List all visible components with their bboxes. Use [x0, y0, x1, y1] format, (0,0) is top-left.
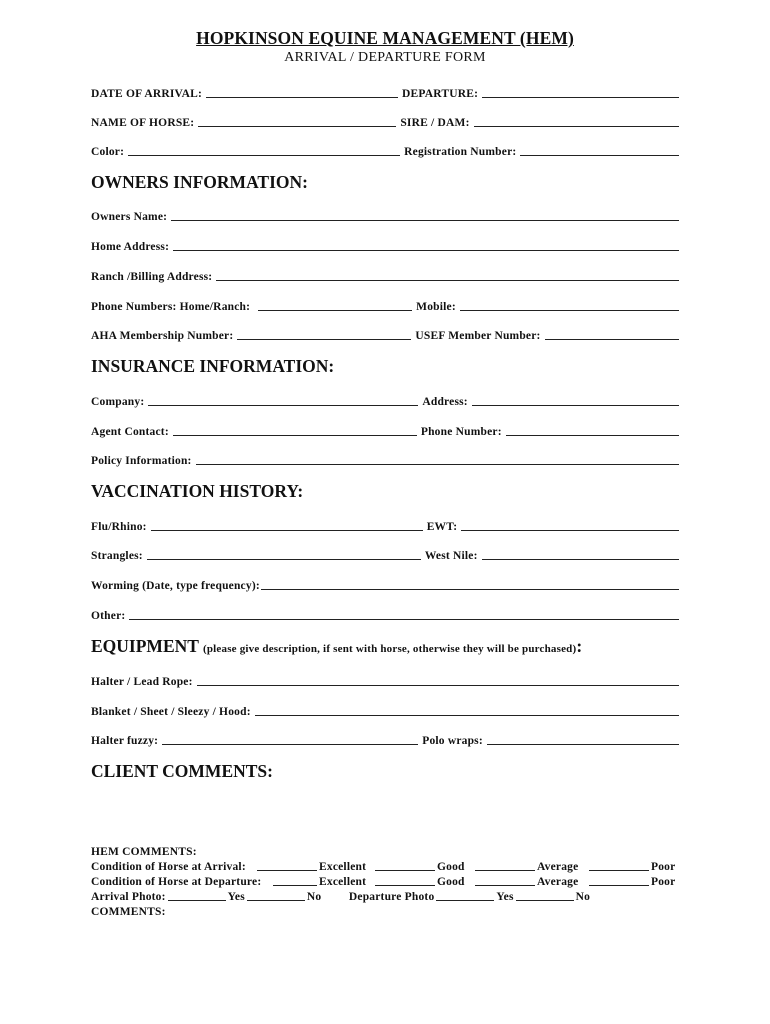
blanket-field[interactable] — [255, 715, 679, 716]
arrival-photo-yes-label: Yes — [227, 891, 245, 903]
arrival-departure-row — [91, 84, 679, 100]
other-field[interactable] — [129, 619, 679, 620]
halter-fuzzy-label: Halter fuzzy: — [91, 735, 159, 747]
polo-wraps-field[interactable] — [487, 744, 679, 745]
departure-label: DEPARTURE: — [401, 88, 479, 100]
registration-number-field[interactable] — [520, 155, 679, 156]
flu-rhino-row — [91, 517, 679, 533]
equipment-colon: : — [576, 636, 583, 656]
insurance-phone-number-field[interactable] — [506, 435, 679, 436]
sire-dam-field[interactable] — [474, 126, 679, 127]
home-address-field[interactable] — [173, 250, 679, 251]
mobile-label: Mobile: — [416, 301, 456, 313]
agent-contact-field[interactable] — [173, 435, 417, 436]
equipment-heading — [91, 636, 582, 657]
other-label: Other: — [91, 610, 126, 622]
aha-membership-field[interactable] — [237, 339, 411, 340]
worming-label: Worming (Date, type frequency): — [91, 580, 260, 592]
departure-poor-field[interactable] — [589, 885, 649, 886]
ewt-field[interactable] — [461, 530, 679, 531]
arrival-excellent-field[interactable] — [257, 870, 317, 871]
arrival-photo-label: Arrival Photo: — [91, 891, 166, 903]
departure-average-label: Average — [537, 876, 579, 888]
owners-information-heading: OWNERS INFORMATION: — [91, 172, 308, 192]
equipment-heading-text: EQUIPMENT — [91, 636, 199, 656]
polo-wraps-label: Polo wraps: — [422, 735, 483, 747]
agent-contact-label: Agent Contact: — [91, 426, 169, 438]
policy-information-field[interactable] — [196, 464, 679, 465]
membership-row — [91, 326, 679, 342]
condition-arrival-row — [91, 858, 681, 873]
photo-row — [91, 888, 681, 903]
worming-row — [91, 576, 679, 592]
agent-contact-row — [91, 422, 679, 438]
arrival-photo-no-field[interactable] — [247, 900, 305, 901]
phone-numbers-row — [91, 297, 679, 313]
vaccination-history-heading: VACCINATION HISTORY: — [91, 481, 304, 501]
comments-row — [91, 903, 681, 918]
insurance-address-field[interactable] — [472, 405, 679, 406]
insurance-information-heading: INSURANCE INFORMATION: — [91, 356, 335, 376]
mobile-field[interactable] — [460, 310, 679, 311]
halter-fuzzy-row — [91, 731, 679, 747]
color-row — [91, 142, 679, 158]
condition-arrival-label: Condition of Horse at Arrival: — [91, 861, 246, 873]
ewt-label: EWT: — [426, 521, 458, 533]
owners-name-field[interactable] — [171, 220, 679, 221]
arrival-good-field[interactable] — [375, 870, 435, 871]
departure-photo-label: Departure Photo — [348, 891, 435, 903]
flu-rhino-label: Flu/Rhino: — [91, 521, 147, 533]
west-nile-label: West Nile: — [424, 550, 478, 562]
home-address-row — [91, 237, 679, 253]
company-field[interactable] — [148, 405, 418, 406]
arrival-excellent-label: Excellent — [319, 861, 367, 873]
departure-photo-no-field[interactable] — [516, 900, 574, 901]
owners-name-row — [91, 207, 679, 223]
date-of-arrival-field[interactable] — [206, 97, 398, 98]
client-comments-heading: CLIENT COMMENTS: — [91, 761, 273, 781]
other-row — [91, 606, 679, 622]
halter-lead-rope-field[interactable] — [197, 685, 679, 686]
usef-member-label: USEF Member Number: — [415, 330, 541, 342]
policy-information-label: Policy Information: — [91, 455, 192, 467]
arrival-photo-no-label: No — [306, 891, 322, 903]
aha-membership-label: AHA Membership Number: — [91, 330, 234, 342]
halter-lead-rope-label: Halter / Lead Rope: — [91, 676, 193, 688]
departure-average-field[interactable] — [475, 885, 535, 886]
owners-name-label: Owners Name: — [91, 211, 168, 223]
arrival-average-field[interactable] — [475, 870, 535, 871]
phone-home-ranch-label: Phone Numbers: Home/Ranch: — [91, 301, 251, 313]
condition-departure-label: Condition of Horse at Departure: — [91, 876, 262, 888]
hem-comments-block — [91, 843, 681, 918]
color-field[interactable] — [128, 155, 400, 156]
halter-fuzzy-field[interactable] — [162, 744, 418, 745]
condition-departure-row — [91, 873, 681, 888]
blanket-row — [91, 702, 679, 718]
sire-dam-label: SIRE / DAM: — [400, 117, 470, 129]
ranch-billing-address-label: Ranch /Billing Address: — [91, 271, 213, 283]
home-address-label: Home Address: — [91, 241, 170, 253]
equipment-note: (please give description, if sent with horse, otherwise they will be purchased) — [202, 643, 577, 655]
form-title: HOPKINSON EQUINE MANAGEMENT (HEM) — [196, 28, 574, 48]
comments-label: COMMENTS: — [91, 906, 166, 918]
arrival-average-label: Average — [537, 861, 579, 873]
west-nile-field[interactable] — [482, 559, 679, 560]
departure-field[interactable] — [482, 97, 679, 98]
strangles-field[interactable] — [147, 559, 421, 560]
departure-excellent-label: Excellent — [319, 876, 367, 888]
ranch-billing-address-field[interactable] — [216, 280, 679, 281]
departure-good-field[interactable] — [375, 885, 435, 886]
departure-photo-yes-label: Yes — [496, 891, 514, 903]
phone-home-ranch-field[interactable] — [258, 310, 412, 311]
insurance-address-label: Address: — [422, 396, 468, 408]
hem-comments-heading-row — [91, 843, 681, 858]
departure-good-label: Good — [437, 876, 465, 888]
departure-poor-label: Poor — [651, 876, 676, 888]
date-of-arrival-label: DATE OF ARRIVAL: — [91, 88, 202, 100]
name-of-horse-field[interactable] — [198, 126, 396, 127]
arrival-photo-yes-field[interactable] — [168, 900, 226, 901]
arrival-poor-label: Poor — [651, 861, 676, 873]
worming-field[interactable] — [261, 589, 679, 590]
departure-photo-no-label: No — [575, 891, 591, 903]
name-of-horse-label: NAME OF HORSE: — [91, 117, 195, 129]
departure-excellent-field[interactable] — [273, 885, 317, 886]
halter-lead-rope-row — [91, 672, 679, 688]
flu-rhino-field[interactable] — [151, 530, 423, 531]
strangles-row — [91, 546, 679, 562]
form-subtitle: ARRIVAL / DEPARTURE FORM — [284, 50, 486, 65]
arrival-good-label: Good — [437, 861, 465, 873]
company-row — [91, 392, 679, 408]
hem-comments-heading: HEM COMMENTS: — [91, 846, 197, 858]
company-label: Company: — [91, 396, 145, 408]
policy-information-row — [91, 451, 679, 467]
arrival-poor-field[interactable] — [589, 870, 649, 871]
strangles-label: Strangles: — [91, 550, 143, 562]
registration-number-label: Registration Number: — [404, 146, 517, 158]
usef-member-field[interactable] — [545, 339, 679, 340]
insurance-phone-number-label: Phone Number: — [420, 426, 502, 438]
ranch-billing-row — [91, 267, 679, 283]
departure-photo-yes-field[interactable] — [436, 900, 494, 901]
horse-name-row — [91, 113, 679, 129]
blanket-label: Blanket / Sheet / Sleezy / Hood: — [91, 706, 251, 718]
color-label: Color: — [91, 146, 125, 158]
